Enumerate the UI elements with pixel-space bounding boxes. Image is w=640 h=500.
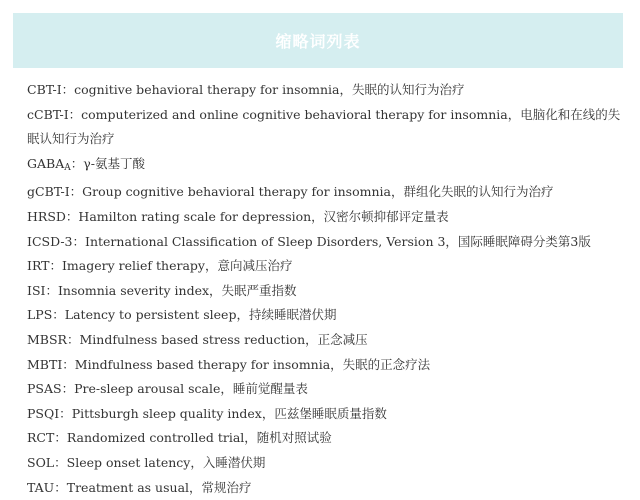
abbreviation-term: HRSD <box>27 209 66 224</box>
separator: ： <box>70 184 83 199</box>
abbreviation-definition: γ-氨基丁酸 <box>83 156 145 171</box>
separator: ： <box>62 82 75 97</box>
list-item <box>27 78 627 103</box>
abbreviation-term: cCBT-Ⅰ <box>27 107 69 122</box>
list-item <box>27 279 627 304</box>
abbreviation-definition: Sleep onset latency，入睡潜伏期 <box>67 455 266 470</box>
list-item <box>27 230 627 255</box>
abbreviation-definition: International Classification of Sleep Disorders, Version 3，国际睡眠障碍分类第3版 <box>85 234 591 249</box>
separator: ： <box>54 455 67 470</box>
separator: ： <box>45 283 58 298</box>
separator: ： <box>67 332 80 347</box>
abbreviation-term: TAU <box>27 480 54 495</box>
list-item <box>27 476 627 500</box>
list-item <box>27 377 627 402</box>
title-banner <box>13 13 623 68</box>
abbreviation-definition: Imagery relief therapy，意向减压治疗 <box>62 258 292 273</box>
abbreviation-term: ICSD-3 <box>27 234 73 249</box>
separator: ： <box>62 381 75 396</box>
abbreviation-definition: Pittsburgh sleep quality index，匹兹堡睡眠质量指数 <box>72 406 387 421</box>
abbreviation-term: GABA <box>27 156 64 171</box>
abbreviation-list <box>27 78 627 500</box>
separator: ： <box>71 156 84 171</box>
abbreviation-term-subscript: A <box>64 163 71 173</box>
abbreviation-definition: Group cognitive behavioral therapy for insomnia，群组化失眠的认知行为治疗 <box>82 184 553 199</box>
separator: ： <box>54 430 67 445</box>
separator: ： <box>69 107 82 122</box>
abbreviation-definition: cognitive behavioral therapy for insomnia，失眠的认知行为治疗 <box>74 82 464 97</box>
list-item <box>27 152 627 181</box>
list-item <box>27 328 627 353</box>
abbreviation-definition: Mindfulness based stress reduction，正念减压 <box>79 332 367 347</box>
separator: ： <box>66 209 79 224</box>
abbreviation-definition: Treatment as usual，常规治疗 <box>67 480 252 495</box>
abbreviation-term: CBT-Ⅰ <box>27 82 62 97</box>
abbreviation-term: RCT <box>27 430 54 445</box>
list-item <box>27 303 627 328</box>
list-item <box>27 205 627 230</box>
list-item <box>27 451 627 476</box>
abbreviation-term: gCBT-Ⅰ <box>27 184 70 199</box>
abbreviation-definition: Latency to persistent sleep，持续睡眠潜伏期 <box>65 307 337 322</box>
list-item <box>27 353 627 378</box>
separator: ： <box>49 258 62 273</box>
abbreviation-term: PSQI <box>27 406 59 421</box>
abbreviation-term: ISI <box>27 283 45 298</box>
page-title: 缩略词列表 <box>275 29 360 52</box>
abbreviation-term: LPS <box>27 307 52 322</box>
abbreviation-term: MBTI <box>27 357 62 372</box>
separator: ： <box>59 406 72 421</box>
abbreviation-definition: Hamilton rating scale for depression，汉密尔顿抑郁评定量表 <box>78 209 448 224</box>
abbreviation-definition: Pre-sleep arousal scale，睡前觉醒量表 <box>74 381 308 396</box>
abbreviation-definition: computerized and online cognitive behavioral therapy for insomnia，电脑化和在线的失眠认知行为治疗 <box>27 107 620 147</box>
abbreviation-definition: Mindfulness based therapy for insomnia，失眠的正念疗法 <box>75 357 430 372</box>
abbreviation-definition: Insomnia severity index，失眠严重指数 <box>58 283 297 298</box>
abbreviation-definition: Randomized controlled trial，随机对照试验 <box>67 430 332 445</box>
abbreviation-term: SOL <box>27 455 54 470</box>
list-item <box>27 426 627 451</box>
list-item <box>27 254 627 279</box>
abbreviation-term: IRT <box>27 258 49 273</box>
list-item <box>27 402 627 427</box>
abbreviation-term: PSAS <box>27 381 62 396</box>
separator: ： <box>54 480 67 495</box>
list-item <box>27 180 627 205</box>
abbreviation-term: MBSR <box>27 332 67 347</box>
separator: ： <box>62 357 75 372</box>
list-item <box>27 103 627 152</box>
separator: ： <box>52 307 65 322</box>
separator: ： <box>73 234 86 249</box>
